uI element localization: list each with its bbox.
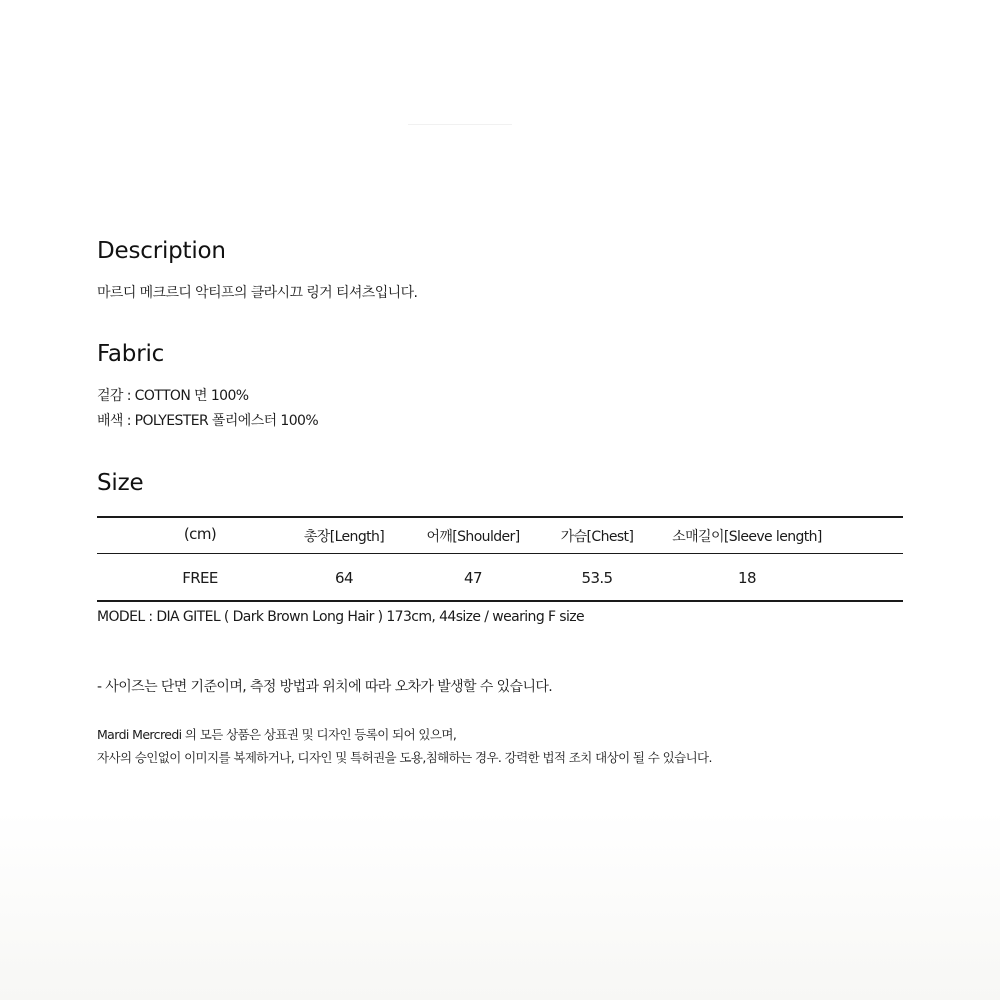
table-bottom-rule [97, 600, 903, 602]
model-info: MODEL : DIA GITEL ( Dark Brown Long Hair ) 173cm, 44size / wearing F size [97, 609, 585, 625]
table-header-rule [97, 553, 903, 554]
table-cell-sleeve-length: 18 [738, 569, 756, 587]
table-top-rule [97, 516, 903, 518]
table-cell-shoulder: 47 [464, 569, 482, 587]
size-note: - 사이즈는 단면 기준이며, 측정 방법과 위치에 따라 오차가 발생할 수 있습니다. [97, 679, 553, 695]
table-header-sleeve-length: 소매길이[Sleeve length] [672, 529, 822, 545]
fabric-heading: Fabric [97, 341, 165, 367]
top-divider [408, 124, 512, 125]
copyright-line-2: 자사의 승인없이 이미지를 복제하거나, 디자인 및 특허권을 도용,침해하는 경우. 강력한 법적 조치 대상이 될 수 있습니다. [97, 750, 712, 765]
table-cell-length: 64 [335, 569, 353, 587]
table-header-length: 총장[Length] [303, 529, 385, 545]
size-heading: Size [97, 470, 144, 496]
fabric-line-trim: 배색 : POLYESTER 폴리에스터 100% [97, 413, 319, 429]
table-header-shoulder: 어깨[Shoulder] [426, 529, 520, 545]
size-table [97, 516, 903, 602]
table-header-unit: (cm) [183, 525, 217, 543]
description-text: 마르디 메크르디 악티프의 클라시끄 링거 티셔츠입니다. [97, 285, 418, 301]
fabric-line-shell: 겉감 : COTTON 면 100% [97, 388, 249, 404]
table-header-chest: 가슴[Chest] [560, 529, 634, 545]
table-cell-size: FREE [182, 569, 218, 587]
description-heading: Description [97, 238, 226, 264]
table-cell-chest: 53.5 [581, 569, 613, 587]
copyright-line-1: Mardi Mercredi 의 모든 상품은 상표권 및 디자인 등록이 되어 있으며, [97, 727, 457, 742]
